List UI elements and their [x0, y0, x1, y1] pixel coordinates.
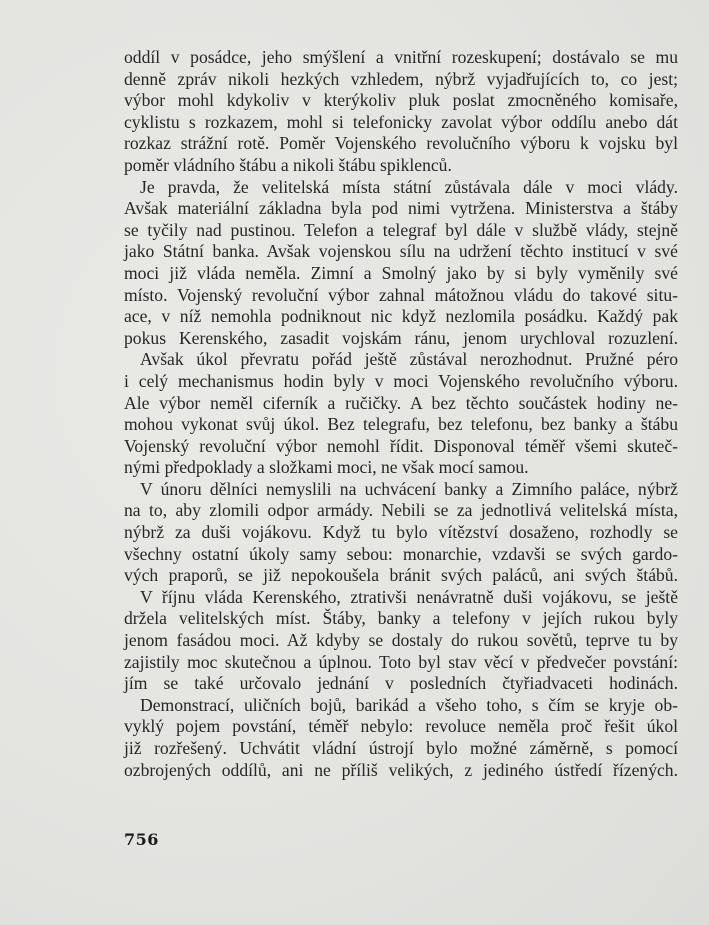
text-line: na to, aby zlomili odpor armády. Nebili se za jednotlivá velitelská místa,: [124, 500, 678, 521]
text-line: mohou vykonat svůj úkol. Bez telegrafu, bez telefonu, bez banky a štábu: [124, 414, 678, 435]
text-line: cyklistu s rozkazem, mohl si telefonicky zavolat výbor oddílu anebo dát: [124, 111, 678, 132]
text-line: V únoru dělníci nemyslili na uchvácení banky a Zimního paláce, nýbrž: [140, 478, 678, 499]
text-line: Avšak materiální základna byla pod nimi vytržena. Ministerstva a štáby: [124, 198, 678, 219]
paragraph: [124, 479, 678, 587]
text-line: Avšak úkol převratu pořád ještě zůstával nerozhodnut. Pružné péro: [140, 349, 678, 370]
text-line: jako Státní banka. Avšak vojenskou sílu na udržení těchto institucí v své: [124, 241, 678, 262]
text-line: nýbrž za duši vojákovu. Když tu bylo vítězství dosaženo, rozhodly se: [124, 522, 678, 543]
text-line: jím se také určovalo jednání v posledních čtyřiadvaceti hodinách.: [124, 673, 678, 694]
text-line: jenom fasádou moci. Až kdyby se dostaly do rukou sovětů, teprve tu by: [124, 630, 678, 651]
text-line: již rozřešený. Uchvátit vládní ústrojí bylo možné záměrně, s pomocí: [124, 738, 678, 758]
text-line: Je pravda, že velitelská místa státní zůstávala dále v moci vlády.: [140, 176, 678, 197]
text-line: držela velitelských míst. Štáby, banky a telefony v jejích rukou byly: [124, 608, 678, 629]
text-line: pokus Kerenského, zasadit vojskám ránu, jenom urychloval rozuzlení.: [124, 327, 678, 348]
text-line: i celý mechanismus hodin byly v moci Vojenského revolučního výboru.: [124, 370, 678, 391]
text-line: všechny ostatní úkoly samy sebou: monarchie, vzdavši se svých gardo-: [124, 543, 678, 564]
page-number: 756: [124, 830, 159, 849]
text-line: ozbrojených oddílů, ani ne příliš velikých, z jediného ústředí řízených.: [124, 759, 678, 780]
text-line: ace, v níž nemohla podniknout nic když nezlomila posádku. Každý pak: [124, 306, 678, 327]
text-line: výbor mohl kdykoliv v kterýkoliv pluk poslat zmocněného komisaře,: [124, 90, 678, 111]
text-line: denně zpráv nikoli hezkých vzhledem, nýbrž vyjadřujících to, co jest;: [124, 68, 678, 89]
text-line: nými předpoklady a složkami moci, ne však mocí samou.: [124, 457, 529, 478]
text-line: vých praporů, se již nepokoušela bránit svých paláců, ani svých štábů.: [124, 565, 678, 586]
text-line: Vojenský revoluční výbor nemohl řídit. Disponoval téměř všemi skuteč-: [124, 435, 678, 456]
text-line: moci již vláda neměla. Zimní a Smolný jako by si byly vyměnily své: [124, 262, 678, 283]
text-line: vyklý pojem povstání, téměř nebylo: revoluce neměla proč řešit úkol: [124, 716, 678, 737]
text-line: se tyčily nad pustinou. Telefon a telegraf byl dále v službě vlády, stejně: [124, 219, 678, 240]
text-line: V říjnu vláda Kerenského, ztrativši nenávratně duši vojákovu, se ještě: [140, 586, 678, 607]
text-line: Ale výbor neměl ciferník a ručičky. A bez těchto součástek hodiny ne-: [124, 392, 678, 413]
text-line: oddíl v posádce, jeho smýšlení a vnitřní rozeskupení; dostávalo se mu: [124, 47, 678, 67]
text-line: Demonstrací, uličních bojů, barikád a všeho toho, s čím se kryje ob-: [140, 694, 678, 715]
paragraph: [124, 587, 678, 695]
paragraph: [124, 695, 678, 781]
paragraph: [124, 47, 678, 177]
text-line: zajistily moc skutečnou a úplnou. Toto byl stav věcí v předvečer povstání:: [124, 651, 678, 672]
text-line: místo. Vojenský revoluční výbor zahnal mátožnou vládu do takové situ-: [124, 284, 678, 305]
text-line: rozkaz strážní rotě. Poměr Vojenského revolučního výboru k vojsku byl: [124, 133, 678, 154]
paragraph: [124, 349, 678, 479]
text-line: poměr vládního štábu a nikoli štábu spiklenců.: [124, 154, 452, 175]
body-text: [124, 47, 678, 781]
paragraph: [124, 177, 678, 350]
